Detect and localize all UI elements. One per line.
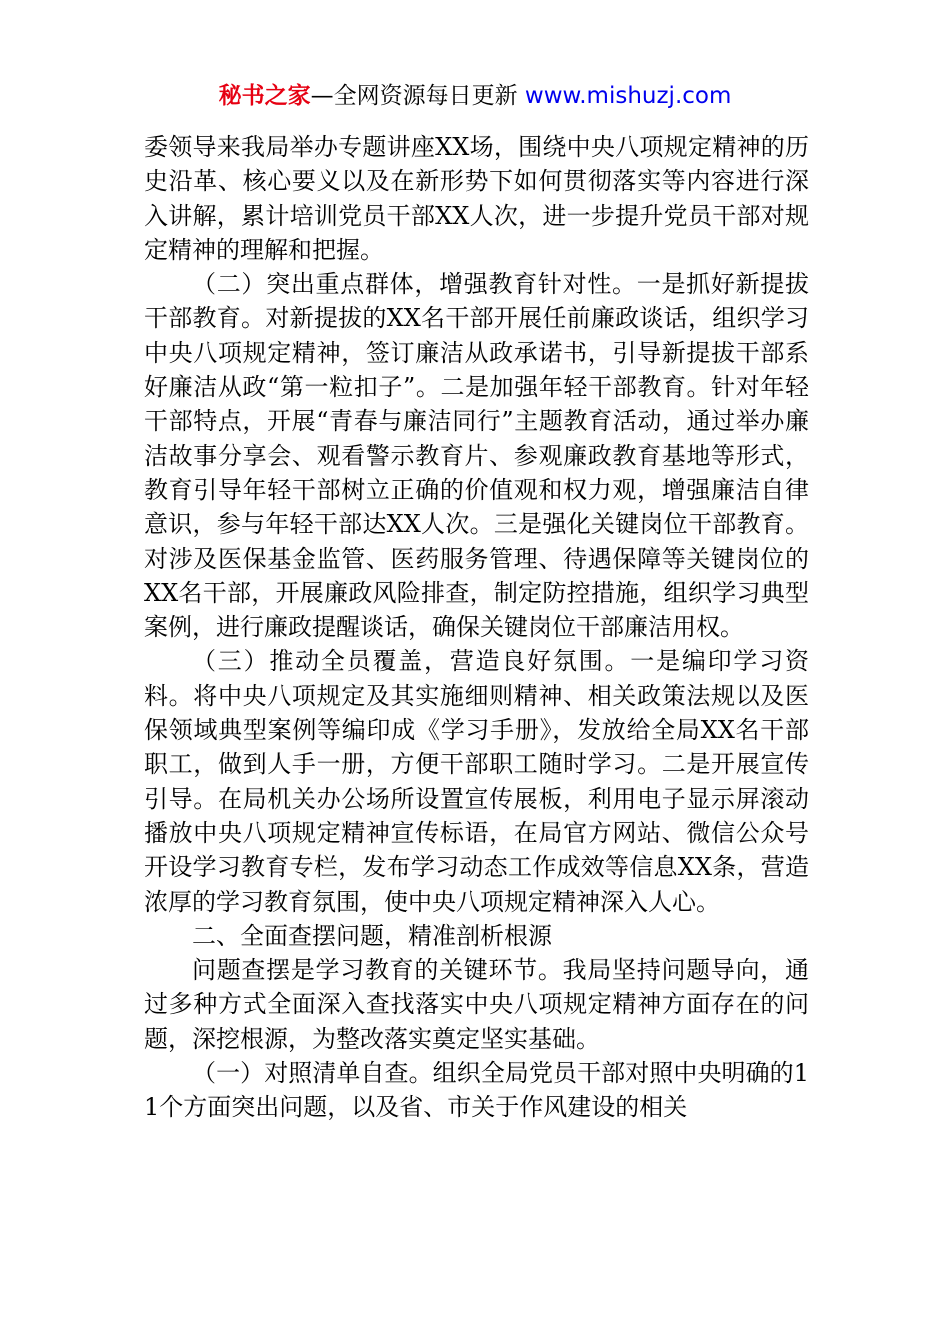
site-tagline: —全网资源每日更新 bbox=[310, 83, 518, 109]
paragraph-key-groups: （二）突出重点群体，增强教育针对性。一是抓好新提拔干部教育。对新提拔的XX名干部开展任前廉政谈话，组织学习中央八项规定精神，签订廉洁从政承诺书，引导新提拔干部系好廉洁从政“第一粒扣子”。二是加强年轻干部教育。针对年轻干部特点，开展“青春与廉洁同行”主题教育活动，通过举办廉洁故事分享会、观看警示教育片、参观廉政教育基地等形式，教育引导年轻干部树立正确的价值观和权力观，增强廉洁自律意识，参与年轻干部达XX人次。三是强化关键岗位干部教育。对涉及医保基金监管、医药服务管理、待遇保障等关键岗位的XX名干部，开展廉政风险排查，制定防控措施，组织学习典型案例，进行廉政提醒谈话，确保关键岗位干部廉洁用权。 bbox=[144, 270, 809, 642]
paragraph-self-check: （一）对照清单自查。组织全局党员干部对照中央明确的11个方面突出问题，以及省、市关于作风建设的相关 bbox=[144, 1059, 809, 1122]
section-heading: 二、全面查摆问题，精准剖析根源 bbox=[192, 921, 552, 950]
paragraph-problem-review: 问题查摆是学习教育的关键环节。我局坚持问题导向，通过多种方式全面深入查找落实中央八项规定精神方面存在的问题，深挖根源，为整改落实奠定坚实基础。 bbox=[144, 956, 809, 1053]
paragraph-continued: 委领导来我局举办专题讲座XX场，围绕中央八项规定精神的历史沿革、核心要义以及在新形势下如何贯彻落实等内容进行深入讲解，累计培训党员干部XX人次，进一步提升党员干部对规定精神的理解和把握。 bbox=[144, 133, 809, 264]
site-brand: 秘书之家 bbox=[218, 83, 311, 109]
site-url-link[interactable]: www.mishuzj.com bbox=[524, 83, 732, 109]
site-header bbox=[0, 80, 950, 112]
paragraph-full-coverage: （三）推动全员覆盖，营造良好氛围。一是编印学习资料。将中央八项规定及其实施细则精神、相关政策法规以及医保领域典型案例等编印成《学习手册》，发放给全局XX名干部职工，做到人手一册，方便干部职工随时学习。二是开展宣传引导。在局机关办公场所设置宣传展板，利用电子显示屏滚动播放中央八项规定精神宣传标语，在局官方网站、微信公众号开设学习教育专栏，发布学习动态工作成效等信息XX条，营造浓厚的学习教育氛围，使中央八项规定精神深入人心。 bbox=[144, 647, 809, 916]
document-body bbox=[144, 130, 809, 1125]
